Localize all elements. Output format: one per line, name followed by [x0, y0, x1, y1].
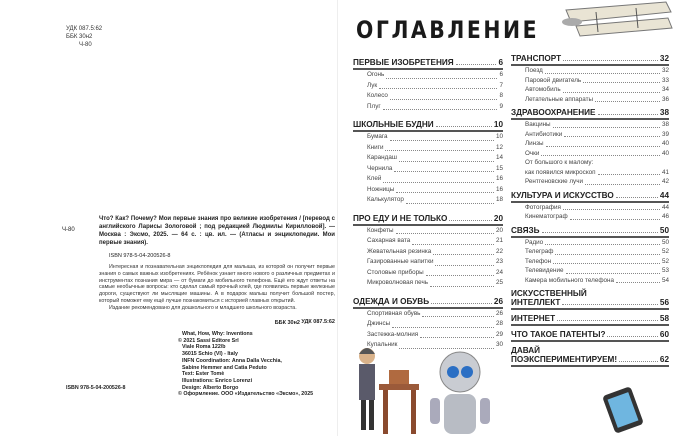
- dot-leader: [412, 236, 494, 245]
- item-page: 29: [495, 330, 503, 338]
- bibliographic-record: [99, 215, 335, 326]
- credit-line: Design: Alberto Borgo: [182, 384, 239, 391]
- item-page: 39: [661, 130, 669, 138]
- toc-item[interactable]: [511, 130, 669, 140]
- dot-leader: [396, 185, 494, 194]
- toc-item[interactable]: [353, 226, 503, 237]
- dot-leader: [564, 130, 660, 138]
- item-page: 54: [661, 276, 669, 284]
- cutter-code: Ч-80: [79, 42, 92, 48]
- inventor-with-press-illustration: [343, 342, 428, 436]
- item-title: Книги: [367, 143, 384, 151]
- robot-illustration: [426, 342, 496, 436]
- dot-leader: [563, 60, 658, 61]
- section-page: 38: [659, 108, 669, 117]
- toc-item[interactable]: [511, 95, 669, 105]
- dot-leader: [426, 268, 494, 277]
- toc-column-right: [511, 54, 669, 367]
- section-page: 60: [659, 330, 669, 339]
- dot-leader: [456, 64, 497, 65]
- dot-leader: [595, 95, 660, 103]
- item-title: как появился микроскоп: [525, 168, 596, 176]
- section-title: ШКОЛЬНЫЕ БУДНИ: [353, 120, 434, 129]
- credit-line: © 2021 Sassi Editore Srl: [178, 337, 239, 344]
- item-page: 30: [495, 341, 503, 348]
- item-page: 42: [661, 178, 669, 185]
- dot-leader: [585, 177, 660, 185]
- item-page: 40: [661, 140, 669, 147]
- toc-section[interactable]: [353, 119, 503, 132]
- item-title: Купальник: [367, 341, 398, 348]
- section-title: ПРО ЕДУ И НЕ ТОЛЬКО: [353, 213, 448, 223]
- dot-leader: [436, 126, 492, 127]
- section-title: ОДЕЖДА И ОБУВЬ: [353, 296, 430, 306]
- credit-line: INFN Coordination: Anna Dalla Vecchia,: [182, 357, 282, 364]
- item-title: Калькулятор: [367, 196, 404, 203]
- dot-leader: [607, 336, 657, 337]
- toc-item[interactable]: [511, 257, 669, 267]
- item-page: 36: [661, 95, 669, 103]
- item-page: 8: [499, 92, 503, 99]
- dot-leader: [449, 220, 491, 221]
- dot-leader: [379, 81, 497, 90]
- toc-section[interactable]: [511, 54, 669, 66]
- item-title: Летательные аппараты: [525, 95, 594, 103]
- toc-item[interactable]: [353, 91, 503, 102]
- dot-leader: [394, 164, 494, 173]
- item-title: Очки: [525, 149, 540, 157]
- item-title: Чернила: [367, 164, 393, 172]
- section-title: ИНТЕЛЛЕКТ: [511, 298, 561, 307]
- dot-leader: [553, 120, 660, 128]
- item-page: 10: [495, 133, 503, 140]
- item-title: Огонь: [367, 71, 385, 78]
- toc-item[interactable]: [511, 76, 669, 86]
- item-title: Кинематограф: [525, 213, 568, 220]
- toc-item[interactable]: [353, 309, 503, 320]
- section-title: ПОЭКСПЕРИМЕНТИРУЕМ!: [511, 355, 618, 364]
- section-page: 6: [498, 58, 503, 67]
- item-page: 9: [499, 102, 503, 110]
- item-title: Вакцины: [525, 121, 551, 128]
- annotation: Интересная и познавательная энциклопедия для малыша, из которой он получит первые знания о самых важных изобретениях. Ребёнок узнает много нового о различных предметах и инструментах познания мира — от бумаги до мобильного телефона. Ещё его ждут ответы на самые необычные вопросы: кто сделал самый прочный клей, где появились первые железные дороги, существуют ли мыслящие машины. А в подарок малыш получит большой постер, который поможет ему ещё лучше познакомиться с историей главных открытий.: [99, 264, 335, 304]
- item-page: 16: [495, 185, 503, 193]
- item-title: Плуг: [367, 102, 381, 110]
- dot-leader: [598, 174, 660, 175]
- credit-line: Illustrations: Enrico Lorenzi: [182, 377, 253, 384]
- toc-item[interactable]: [511, 212, 669, 222]
- section-title: ЧТО ТАКОЕ ПАТЕНТЫ?: [511, 330, 606, 339]
- item-title: Антибиотики: [525, 130, 563, 138]
- item-page: 40: [661, 149, 669, 157]
- item-page: 22: [495, 247, 503, 255]
- toc-section[interactable]: [511, 330, 669, 342]
- contents-page: [337, 0, 674, 436]
- dot-leader: [383, 174, 494, 183]
- dot-leader: [562, 304, 657, 305]
- item-page: 6: [499, 71, 503, 78]
- dot-leader: [385, 143, 494, 152]
- item-title: Клей: [367, 175, 382, 182]
- item-title: Камера мобильного телефона: [525, 276, 614, 284]
- cutter-side: Ч-80: [62, 227, 75, 233]
- dot-leader: [546, 139, 660, 147]
- toc-item[interactable]: [353, 70, 503, 81]
- toc-item[interactable]: [353, 319, 503, 330]
- dot-leader: [406, 195, 494, 204]
- item-title: Телевидение: [525, 267, 564, 274]
- toc-item[interactable]: [511, 266, 669, 276]
- item-title: Поезд: [525, 67, 543, 74]
- item-title-line1: От большого к малому:: [525, 159, 594, 166]
- item-page: 24: [495, 268, 503, 276]
- udk-bottom: УДК 087.5:62: [301, 318, 335, 325]
- item-title: Радио: [525, 238, 544, 246]
- item-title: Рентгеновские лучи: [525, 178, 583, 185]
- item-title: Лук: [367, 81, 378, 89]
- toc-item[interactable]: [353, 153, 503, 164]
- item-page: 15: [495, 164, 503, 172]
- dot-leader: [557, 320, 658, 321]
- credit-line: Viale Roma 122/b: [182, 344, 226, 351]
- toc-item[interactable]: [353, 81, 503, 92]
- dot-leader: [545, 66, 660, 74]
- item-page: 41: [661, 168, 669, 176]
- toc-section[interactable]: [353, 57, 503, 70]
- dot-leader: [431, 303, 492, 304]
- toc-section[interactable]: [511, 226, 669, 238]
- item-title: Жевательная резинка: [367, 247, 432, 255]
- item-title: Паровой двигатель: [525, 76, 582, 84]
- item-title: Бумага: [367, 133, 388, 140]
- toc-item[interactable]: [353, 278, 503, 289]
- dot-leader: [396, 226, 494, 235]
- toc-item[interactable]: [353, 102, 503, 113]
- toc-item[interactable]: [353, 236, 503, 247]
- item-page: 16: [495, 175, 503, 182]
- toc-section[interactable]: [511, 346, 669, 367]
- toc-item[interactable]: [511, 276, 669, 286]
- item-title: Телефон: [525, 257, 552, 265]
- item-page: 7: [499, 81, 503, 89]
- section-page: 20: [493, 213, 503, 223]
- item-title: Фотография: [525, 203, 561, 211]
- credit-line: © Оформление. ООО «Издательство «Эксмо», 2025: [178, 391, 314, 398]
- toc-item[interactable]: [511, 158, 669, 177]
- item-page: 25: [495, 279, 503, 286]
- toc-item[interactable]: [511, 149, 669, 159]
- section-page: 44: [659, 190, 669, 200]
- toc-section[interactable]: [353, 213, 503, 226]
- section-title-line1: ИСКУССТВЕННЫЙ: [511, 289, 587, 298]
- bbk-code: ББК 30н2: [66, 34, 93, 40]
- item-title: Конфеты: [367, 226, 394, 234]
- section-page: 32: [659, 54, 669, 63]
- isbn: ISBN 978-5-04-200526-8: [109, 253, 171, 259]
- dot-leader: [390, 132, 494, 141]
- dot-leader: [598, 114, 658, 115]
- toc-item[interactable]: [353, 174, 503, 185]
- item-page: 26: [495, 309, 503, 317]
- item-title: Застежка-молния: [367, 330, 419, 338]
- item-page: 18: [495, 196, 503, 203]
- credit-line: What, How, Why: Inventions: [182, 331, 253, 337]
- bbk-bottom: ББК 30н2: [274, 320, 300, 326]
- item-page: 52: [661, 248, 669, 255]
- section-page: 50: [659, 225, 669, 235]
- item-title: Газированные напитки: [367, 258, 434, 265]
- item-page: 52: [661, 257, 669, 265]
- section-title-line1: ДАВАЙ: [511, 346, 541, 355]
- dot-leader: [555, 247, 660, 255]
- toc-section[interactable]: [511, 191, 669, 203]
- item-title: Микроволновая печь: [367, 279, 429, 286]
- credits: [178, 331, 313, 398]
- recommendation: Издание рекомендовано для дошкольного и младшего школьного возраста.: [109, 304, 297, 311]
- page-title: ОГЛАВЛЕНИЕ: [356, 16, 540, 44]
- credit-line: Sabine Hemmer and Catia Peduto: [182, 364, 267, 371]
- dot-leader: [541, 149, 660, 157]
- dot-leader: [566, 266, 660, 274]
- toc-section[interactable]: [511, 108, 669, 120]
- toc-item[interactable]: [353, 247, 503, 258]
- toc-item[interactable]: [353, 195, 503, 206]
- item-title: Столовые приборы: [367, 268, 424, 276]
- dot-leader: [583, 76, 660, 84]
- toc-item[interactable]: [353, 164, 503, 175]
- dot-leader: [399, 153, 494, 162]
- item-title: Колесо: [367, 92, 388, 99]
- item-page: 34: [661, 86, 669, 93]
- section-title: ЗДРАВООХРАНЕНИЕ: [511, 108, 596, 117]
- section-page: 56: [659, 298, 669, 307]
- item-page: 32: [661, 67, 669, 74]
- item-title: Линзы: [525, 140, 544, 147]
- dot-leader: [553, 257, 660, 265]
- toc-item[interactable]: [353, 268, 503, 279]
- item-title: Ножницы: [367, 185, 395, 193]
- dot-leader: [542, 232, 658, 233]
- toc-item[interactable]: [353, 257, 503, 268]
- item-page: 14: [495, 154, 503, 161]
- toc-item[interactable]: [511, 85, 669, 95]
- section-title: ТРАНСПОРТ: [511, 54, 562, 63]
- dot-leader: [433, 247, 494, 256]
- item-title: Спортивная обувь: [367, 309, 421, 317]
- section-page: 58: [659, 314, 669, 323]
- dot-leader: [383, 102, 498, 111]
- item-page: 44: [661, 203, 669, 211]
- classification-block: [66, 25, 102, 49]
- toc-item[interactable]: [511, 120, 669, 130]
- section-page: 10: [493, 120, 503, 129]
- item-page: 23: [495, 258, 503, 265]
- section-page: 62: [659, 355, 669, 364]
- dot-leader: [420, 330, 494, 339]
- section-title: ПЕРВЫЕ ИЗОБРЕТЕНИЯ: [353, 58, 454, 67]
- credit-line: Text: Ester Tomè: [182, 371, 225, 378]
- item-title: Телеграф: [525, 248, 554, 255]
- item-title: Сахарная вата: [367, 237, 411, 244]
- item-page: 20: [495, 226, 503, 234]
- toc-item[interactable]: [353, 330, 503, 341]
- toc-item[interactable]: [511, 66, 669, 76]
- udk-code: УДК 087.5:62: [66, 26, 103, 32]
- dot-leader: [616, 197, 658, 198]
- item-page: 50: [661, 238, 669, 246]
- dot-leader: [570, 212, 660, 220]
- dot-leader: [563, 203, 660, 211]
- dot-leader: [386, 70, 497, 79]
- dot-leader: [390, 91, 498, 100]
- airplane-illustration: [556, 0, 674, 48]
- item-page: 46: [661, 213, 669, 220]
- dot-leader: [430, 278, 494, 287]
- section-title: КУЛЬТУРА И ИСКУССТВО: [511, 190, 614, 200]
- toc-column-left: [353, 57, 503, 351]
- dot-leader: [435, 257, 494, 266]
- section-title: ИНТЕРНЕТ: [511, 314, 556, 323]
- dot-leader: [619, 361, 658, 362]
- dot-leader: [545, 238, 660, 246]
- item-page: 38: [661, 121, 669, 128]
- credit-line: 36015 Schio (VI) - Italy: [182, 351, 238, 358]
- toc-section[interactable]: [511, 289, 669, 310]
- dot-leader: [616, 276, 660, 284]
- toc-item[interactable]: [353, 132, 503, 143]
- toc-section[interactable]: [511, 314, 669, 326]
- mobile-phone-illustration: [600, 386, 660, 436]
- toc-item[interactable]: [511, 247, 669, 257]
- toc-item[interactable]: [511, 139, 669, 149]
- item-page: 53: [661, 267, 669, 274]
- item-title: Джинсы: [367, 320, 391, 327]
- dot-leader: [422, 309, 494, 318]
- toc-item[interactable]: [511, 238, 669, 248]
- dot-leader: [392, 319, 494, 328]
- item-title: Карандаш: [367, 154, 397, 161]
- toc-item[interactable]: [511, 203, 669, 213]
- isbn-bottom: ISBN 978-5-04-200526-8: [66, 385, 126, 391]
- section-title: СВЯЗЬ: [511, 225, 540, 235]
- section-page: 26: [493, 296, 503, 306]
- item-title: Автомобиль: [525, 86, 561, 93]
- toc-item[interactable]: [511, 177, 669, 187]
- toc-section[interactable]: [353, 296, 503, 309]
- item-page: 21: [495, 237, 503, 244]
- dot-leader: [563, 85, 660, 93]
- bibliography-text: Что? Как? Почему? Мои первые знания про великие изобретения / [перевод с английского Ларисы Зологовой ; под редакцией Людмилы Кирилловой]. — Москва : Эксмо, 2025. — 64 с. : цв. ил. — (Атласы и энциклопедии. Мои первые знания).: [99, 216, 335, 246]
- item-page: 33: [661, 76, 669, 84]
- item-page: 28: [495, 320, 503, 327]
- toc-item[interactable]: [353, 185, 503, 196]
- item-page: 12: [495, 143, 503, 151]
- toc-item[interactable]: [353, 143, 503, 154]
